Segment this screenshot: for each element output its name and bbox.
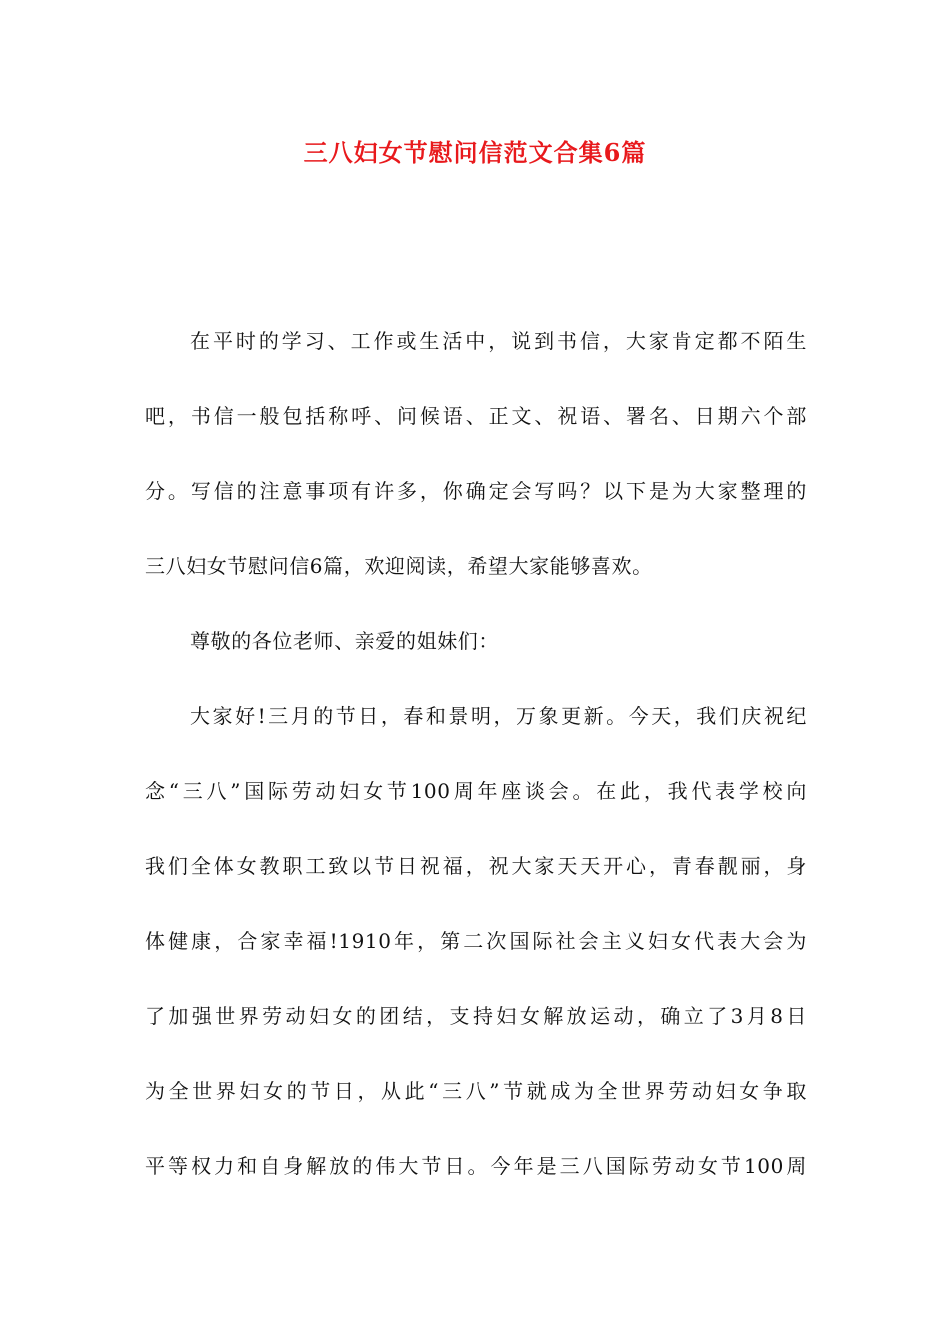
paragraph-line: 我们全体女教职工致以节日祝福，祝大家天天开心，青春靓丽，身 (145, 854, 807, 878)
paragraph-line: 分。写信的注意事项有许多，你确定会写吗？以下是为大家整理的 (145, 479, 807, 503)
paragraph-line: 吧，书信一般包括称呼、问候语、正文、祝语、署名、日期六个部 (145, 404, 807, 428)
salutation-line: 尊敬的各位老师、亲爱的姐妹们： (190, 629, 499, 653)
document-title: 三八妇女节慰问信范文合集6篇 (303, 138, 647, 167)
paragraph-line: 体健康，合家幸福!1910年，第二次国际社会主义妇女代表大会为 (145, 929, 807, 953)
paragraph-line: 念“三八”国际劳动妇女节100周年座谈会。在此，我代表学校向 (145, 779, 807, 803)
paragraph-line: 平等权力和自身解放的伟大节日。今年是三八国际劳动女节100周 (145, 1154, 807, 1178)
paragraph-line: 在平时的学习、工作或生活中，说到书信，大家肯定都不陌生 (190, 329, 807, 353)
paragraph-line: 为全世界妇女的节日，从此“三八”节就成为全世界劳动妇女争取 (145, 1079, 807, 1103)
paragraph-line: 大家好!三月的节日，春和景明，万象更新。今天，我们庆祝纪 (190, 704, 807, 728)
paragraph-line: 了加强世界劳动妇女的团结，支持妇女解放运动，确立了3月8日 (145, 1004, 807, 1028)
paragraph-line: 三八妇女节慰问信6篇，欢迎阅读，希望大家能够喜欢。 (145, 554, 653, 578)
